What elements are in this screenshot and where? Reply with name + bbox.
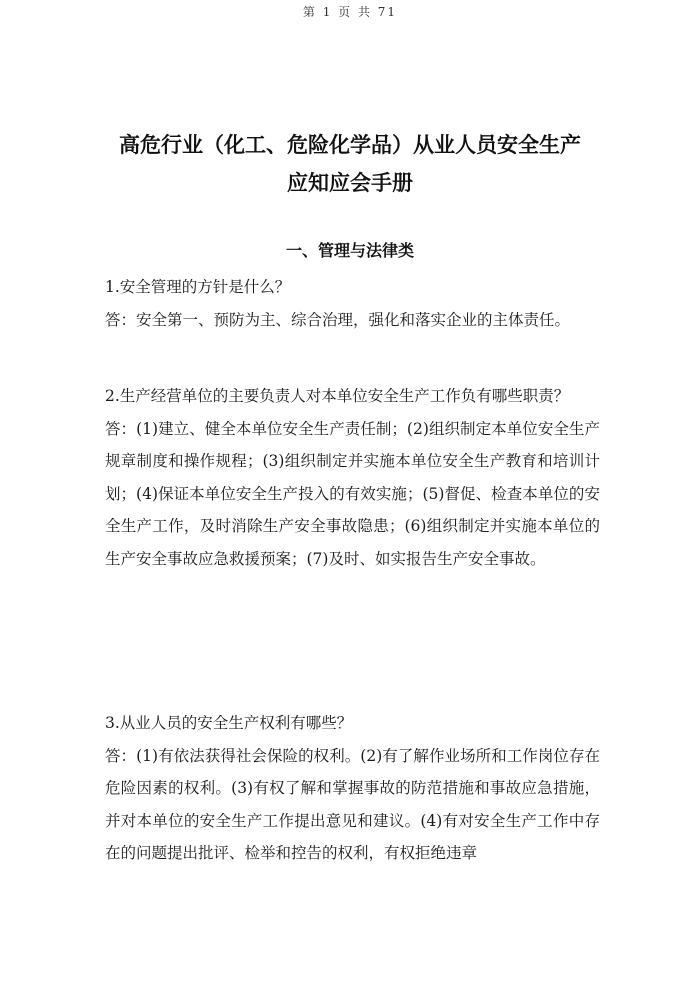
- qa-item-2: [105, 380, 600, 575]
- qa-item-1: [105, 271, 600, 336]
- question-text: 1.安全管理的方针是什么？: [105, 278, 291, 296]
- question-text: 3.从业人员的安全生产权利有哪些？: [105, 714, 353, 732]
- answer-text: 答：安全第一、预防为主、综合治理，强化和落实企业的主体责任。: [105, 310, 571, 329]
- qa-item-3: [105, 707, 600, 870]
- answer-text: 答：(1)建立、健全本单位安全生产责任制；(2)组织制定本单位安全生产规章制度和操作规程；(3)组织制定并实施本单位安全生产教育和培训计划；(4)保证本单位安全生产投入的有效实施；(5)督促、检查本单位的安全生产工作，及时消除生产安全事故隐患；(6)组织制定并实施本单位的生产安全事故应急救援预案；(7)及时、如实报告生产安全事故。: [105, 419, 600, 568]
- answer-text: 答：(1)有依法获得社会保险的权利。(2)有了解作业场所和工作岗位存在危险因素的权利。(3)有权了解和掌握事故的防范措施和事故应急措施，并对本单位的安全生产工作提出意见和建议。(4)有对安全生产工作中存在的问题提出批评、检举和控告的权利，有权拒绝违章: [105, 746, 600, 862]
- section-heading: 一、管理与法律类: [285, 241, 414, 260]
- document-title-line-2: 应知应会手册: [287, 171, 413, 195]
- document-title: [60, 126, 640, 202]
- page-indicator: 第 1 页 共 71: [302, 5, 398, 19]
- document-title-line-1: 高危行业（化工、危险化学品）从业人员安全生产: [119, 133, 581, 157]
- question-text: 2.生产经营单位的主要负责人对本单位安全生产工作负有哪些职责？: [105, 387, 570, 405]
